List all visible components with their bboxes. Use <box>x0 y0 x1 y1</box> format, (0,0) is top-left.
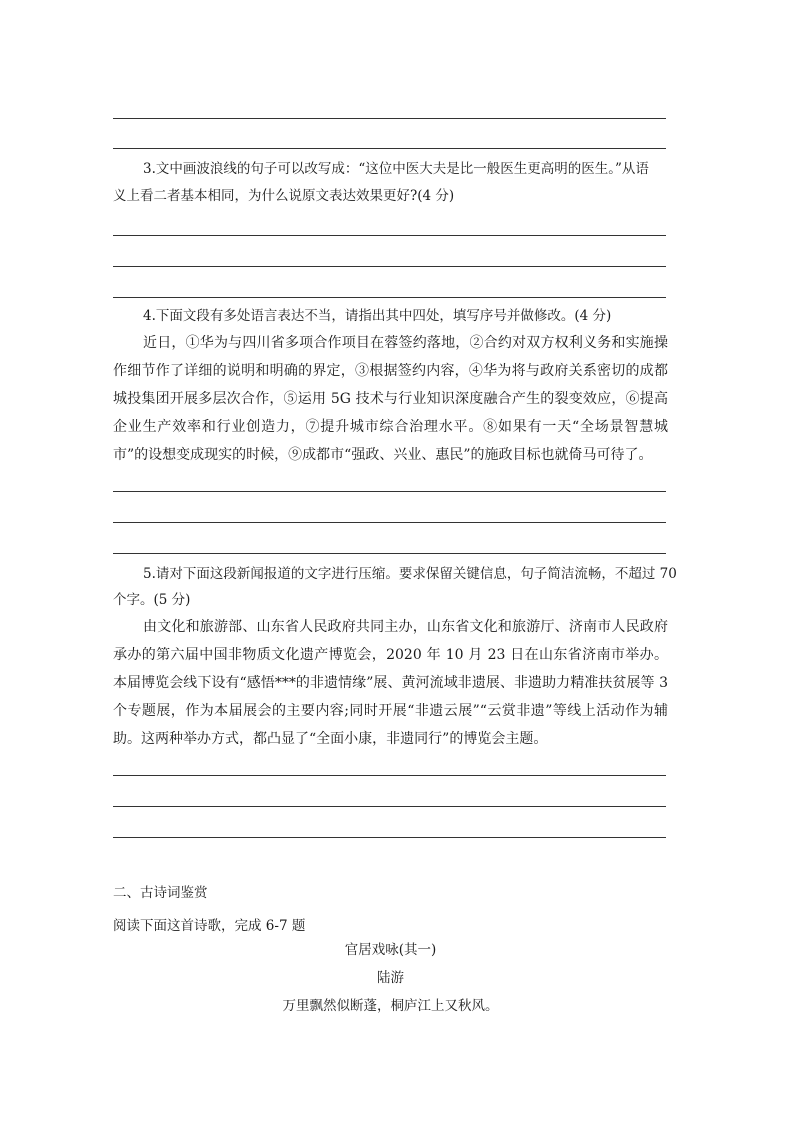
answer-line <box>113 297 666 298</box>
poem-title: 官居戏咏(其一) <box>344 942 437 958</box>
q5-passage-text: 由文化和旅游部、山东省人民政府共同主办，山东省文化和旅游厅、济南市人民政府承办的第六届中国非物质文化遗产博览会，2020 年 10 月 23 日在山东省济南市举办。本届博览会线下设有“感悟***的非遗情缘”展、黄河流域非遗展、非遗助力精准扶贫展等 3 个专题展，作为本届展会的主要内容;同时开展“非遗云展”“云赏非遗”等线上活动作为辅助。这两种举办方式，都凸显了“全面小康，非遗同行”的博览会主题。 <box>113 619 668 747</box>
answer-line <box>113 806 666 807</box>
poem-author: 陆游 <box>377 970 404 986</box>
q5-prompt-line1: 5.请对下面这段新闻报道的文字进行压缩。要求保留关键信息，句子简洁流畅，不超过 70 <box>143 566 677 582</box>
q4-passage-text: 近日，①华为与四川省多项合作项目在蓉签约落地，②合约对双方权利义务和实施操作细节作了详细的说明和明确的界定，③根据签约内容，④华为将与政府关系密切的成都城投集团开展多层次合作，⑤运用 5G 技术与行业知识深度融合产生的裂变效应，⑥提高企业生产效率和行业创造力，⑦提升城市综合治理水平。⑧如果有一天“全场景智慧城市”的设想变成现实的时候，⑨成都市“强政、兴业、惠民”的施政目标也就倚马可待了。 <box>113 335 668 463</box>
q4-prompt: 4.下面文段有多处语言表达不当，请指出其中四处，填写序号并做修改。(4 分) <box>143 308 612 324</box>
answer-line <box>113 118 666 119</box>
answer-line <box>113 837 666 838</box>
answer-line <box>113 235 666 236</box>
answer-line <box>113 522 666 523</box>
section-instruction: 阅读下面这首诗歌，完成 6-7 题 <box>113 918 306 934</box>
answer-line <box>113 148 666 149</box>
q3-prompt-line2: 义上看二者基本相同，为什么说原文表达效果更好?(4 分) <box>113 188 455 204</box>
answer-line <box>113 491 666 492</box>
answer-line <box>113 775 666 776</box>
poem-line: 万里飘然似断蓬，桐庐江上又秋风。 <box>282 998 499 1014</box>
section-heading: 二、古诗词鉴赏 <box>113 885 208 901</box>
answer-line <box>113 553 666 554</box>
q5-prompt-line2: 个字。(5 分) <box>113 592 191 608</box>
q4-passage <box>113 329 668 469</box>
q5-passage <box>113 613 668 753</box>
q3-prompt-line1: 3.文中画波浪线的句子可以改写成：“这位中医大夫是比一般医生更高明的医生。”从语 <box>143 161 649 177</box>
answer-line <box>113 266 666 267</box>
